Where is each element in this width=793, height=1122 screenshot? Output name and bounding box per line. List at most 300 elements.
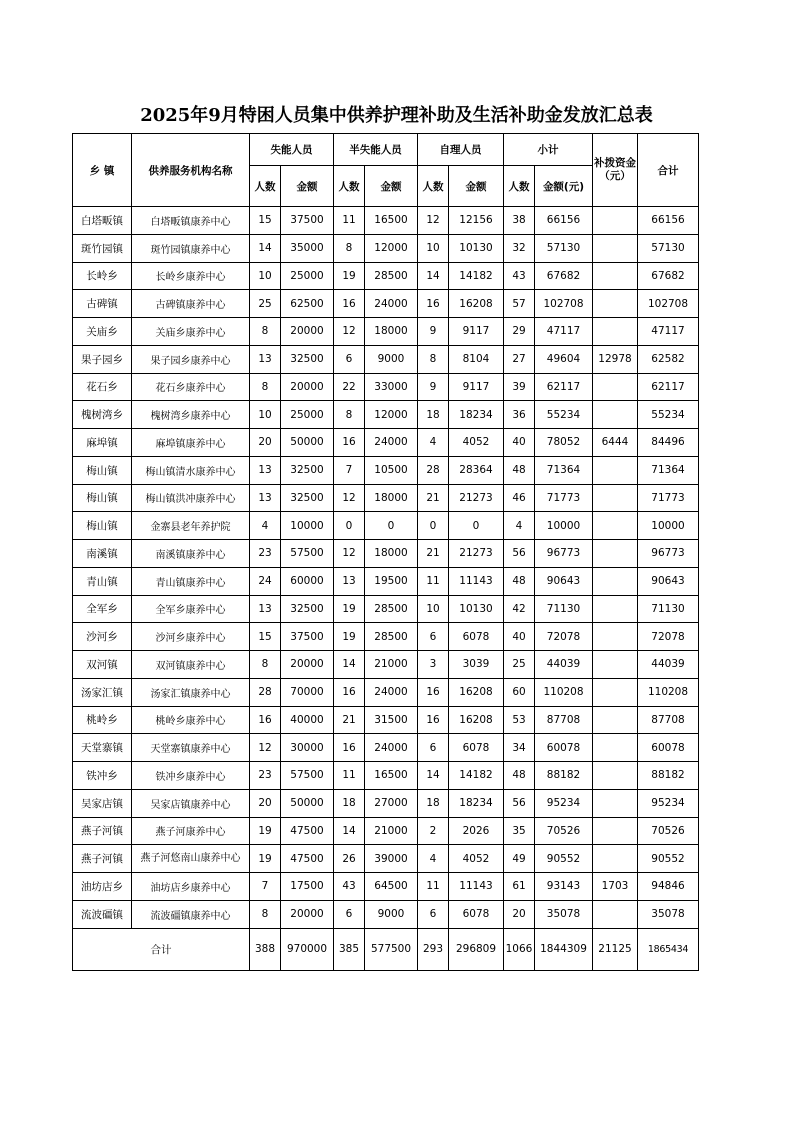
- cell-facility: 全军乡康养中心: [132, 595, 250, 623]
- cell-total: 70526: [638, 817, 699, 845]
- cell-disabled-amount: 32500: [281, 456, 334, 484]
- cell-disabled-amount: 37500: [281, 207, 334, 235]
- cell-subtotal-amount: 71364: [535, 456, 593, 484]
- cell-township: 双河镇: [73, 651, 132, 679]
- cell-disabled-people: 20: [250, 789, 281, 817]
- cell-subsidy-funds: [593, 623, 638, 651]
- cell-total: 57130: [638, 234, 699, 262]
- cell-disabled-people: 10: [250, 262, 281, 290]
- cell-self-people: 18: [418, 401, 449, 429]
- cell-disabled-people: 20: [250, 429, 281, 457]
- cell-subsidy-funds: 6444: [593, 429, 638, 457]
- cell-self-amount: 14182: [449, 262, 504, 290]
- cell-total: 88182: [638, 762, 699, 790]
- cell-self-amount: 0: [449, 512, 504, 540]
- cell-disabled-amount: 70000: [281, 678, 334, 706]
- cell-subtotal-amount: 95234: [535, 789, 593, 817]
- subsidy-summary-table: [72, 133, 699, 971]
- cell-self-amount: 21273: [449, 540, 504, 568]
- cell-facility: 铁冲乡康养中心: [132, 762, 250, 790]
- cell-subtotal-people: 48: [504, 762, 535, 790]
- cell-self-people: 10: [418, 234, 449, 262]
- cell-township: 南溪镇: [73, 540, 132, 568]
- totals-semi-amount: 577500: [365, 928, 418, 970]
- table-row: [73, 845, 699, 873]
- cell-self-amount: 12156: [449, 207, 504, 235]
- cell-township: 斑竹园镇: [73, 234, 132, 262]
- header-self-amount: 金额: [449, 166, 504, 207]
- header-total: 合计: [638, 134, 699, 207]
- cell-subtotal-amount: 62117: [535, 373, 593, 401]
- cell-self-amount: 3039: [449, 651, 504, 679]
- cell-disabled-amount: 20000: [281, 900, 334, 928]
- cell-subtotal-people: 57: [504, 290, 535, 318]
- cell-facility: 古碑镇康养中心: [132, 290, 250, 318]
- cell-semi-people: 18: [334, 789, 365, 817]
- cell-semi-amount: 21000: [365, 651, 418, 679]
- cell-semi-amount: 0: [365, 512, 418, 540]
- cell-disabled-amount: 32500: [281, 345, 334, 373]
- cell-semi-people: 21: [334, 706, 365, 734]
- cell-disabled-people: 13: [250, 595, 281, 623]
- cell-semi-people: 12: [334, 484, 365, 512]
- cell-total: 60078: [638, 734, 699, 762]
- cell-subsidy-funds: [593, 456, 638, 484]
- cell-subtotal-people: 35: [504, 817, 535, 845]
- cell-self-amount: 4052: [449, 429, 504, 457]
- table-row: [73, 512, 699, 540]
- cell-disabled-amount: 20000: [281, 651, 334, 679]
- cell-self-amount: 10130: [449, 234, 504, 262]
- cell-subtotal-people: 61: [504, 873, 535, 901]
- cell-semi-people: 13: [334, 567, 365, 595]
- header-subsidy-funds: 补拨资金（元）: [593, 134, 638, 207]
- cell-facility: 金寨县老年养护院: [132, 512, 250, 540]
- table-row: [73, 678, 699, 706]
- cell-subtotal-people: 27: [504, 345, 535, 373]
- header-disabled-people: 人数: [250, 166, 281, 207]
- header-facility: 供养服务机构名称: [132, 134, 250, 207]
- cell-subtotal-people: 20: [504, 900, 535, 928]
- cell-disabled-people: 25: [250, 290, 281, 318]
- cell-facility: 天堂寨镇康养中心: [132, 734, 250, 762]
- cell-subsidy-funds: [593, 762, 638, 790]
- cell-facility: 吴家店镇康养中心: [132, 789, 250, 817]
- cell-semi-people: 16: [334, 678, 365, 706]
- cell-subsidy-funds: 12978: [593, 345, 638, 373]
- cell-total: 94846: [638, 873, 699, 901]
- table-row: [73, 429, 699, 457]
- header-disabled: 失能人员: [250, 134, 334, 166]
- cell-self-people: 16: [418, 678, 449, 706]
- cell-self-people: 14: [418, 262, 449, 290]
- cell-subtotal-people: 48: [504, 456, 535, 484]
- cell-self-people: 6: [418, 734, 449, 762]
- cell-subtotal-amount: 47117: [535, 318, 593, 346]
- cell-self-people: 9: [418, 373, 449, 401]
- cell-disabled-amount: 50000: [281, 789, 334, 817]
- table-row: [73, 540, 699, 568]
- cell-self-people: 10: [418, 595, 449, 623]
- header-subtotal: 小计: [504, 134, 593, 166]
- table-row: [73, 734, 699, 762]
- totals-grand-total: 1865434: [638, 928, 699, 970]
- cell-township: 铁冲乡: [73, 762, 132, 790]
- cell-self-amount: 4052: [449, 845, 504, 873]
- cell-subtotal-people: 46: [504, 484, 535, 512]
- cell-total: 84496: [638, 429, 699, 457]
- cell-subtotal-people: 42: [504, 595, 535, 623]
- cell-self-people: 12: [418, 207, 449, 235]
- cell-semi-people: 16: [334, 734, 365, 762]
- cell-self-people: 2: [418, 817, 449, 845]
- table-row: [73, 373, 699, 401]
- header-subtotal-people: 人数: [504, 166, 535, 207]
- cell-total: 35078: [638, 900, 699, 928]
- cell-subsidy-funds: [593, 567, 638, 595]
- cell-self-amount: 8104: [449, 345, 504, 373]
- cell-self-amount: 28364: [449, 456, 504, 484]
- cell-subsidy-funds: [593, 234, 638, 262]
- cell-facility: 燕子河悠南山康养中心: [132, 845, 250, 873]
- cell-disabled-people: 13: [250, 484, 281, 512]
- cell-total: 71130: [638, 595, 699, 623]
- cell-semi-amount: 18000: [365, 484, 418, 512]
- cell-disabled-amount: 32500: [281, 484, 334, 512]
- table-row: [73, 873, 699, 901]
- cell-self-people: 16: [418, 290, 449, 318]
- cell-facility: 流波礓镇康养中心: [132, 900, 250, 928]
- cell-township: 长岭乡: [73, 262, 132, 290]
- page-title: 2025年9月特困人员集中供养护理补助及生活补助金发放汇总表: [140, 105, 653, 126]
- table-row: [73, 706, 699, 734]
- cell-total: 62582: [638, 345, 699, 373]
- cell-township: 梅山镇: [73, 456, 132, 484]
- cell-self-people: 9: [418, 318, 449, 346]
- cell-township: 汤家汇镇: [73, 678, 132, 706]
- cell-township: 梅山镇: [73, 512, 132, 540]
- cell-self-amount: 9117: [449, 373, 504, 401]
- cell-total: 10000: [638, 512, 699, 540]
- cell-facility: 槐树湾乡康养中心: [132, 401, 250, 429]
- cell-total: 71773: [638, 484, 699, 512]
- cell-disabled-amount: 30000: [281, 734, 334, 762]
- cell-disabled-amount: 35000: [281, 234, 334, 262]
- cell-semi-amount: 21000: [365, 817, 418, 845]
- cell-disabled-amount: 57500: [281, 762, 334, 790]
- cell-subsidy-funds: [593, 512, 638, 540]
- cell-subsidy-funds: [593, 540, 638, 568]
- table-row: [73, 234, 699, 262]
- cell-subsidy-funds: [593, 651, 638, 679]
- cell-semi-people: 8: [334, 234, 365, 262]
- cell-semi-amount: 64500: [365, 873, 418, 901]
- cell-semi-amount: 27000: [365, 789, 418, 817]
- cell-subsidy-funds: [593, 484, 638, 512]
- cell-subtotal-amount: 90552: [535, 845, 593, 873]
- header-semi-disabled: 半失能人员: [334, 134, 418, 166]
- cell-disabled-people: 15: [250, 207, 281, 235]
- cell-self-people: 11: [418, 873, 449, 901]
- cell-self-people: 16: [418, 706, 449, 734]
- cell-semi-people: 0: [334, 512, 365, 540]
- cell-self-people: 18: [418, 789, 449, 817]
- header-semi-amount: 金额: [365, 166, 418, 207]
- cell-semi-amount: 39000: [365, 845, 418, 873]
- cell-semi-people: 12: [334, 540, 365, 568]
- cell-semi-people: 11: [334, 762, 365, 790]
- cell-township: 燕子河镇: [73, 817, 132, 845]
- table-row: [73, 900, 699, 928]
- cell-township: 果子园乡: [73, 345, 132, 373]
- cell-disabled-amount: 20000: [281, 318, 334, 346]
- cell-subtotal-amount: 87708: [535, 706, 593, 734]
- table-row: [73, 401, 699, 429]
- cell-self-amount: 16208: [449, 290, 504, 318]
- header-self-people: 人数: [418, 166, 449, 207]
- cell-facility: 麻埠镇康养中心: [132, 429, 250, 457]
- cell-semi-amount: 24000: [365, 429, 418, 457]
- cell-township: 全军乡: [73, 595, 132, 623]
- cell-subtotal-amount: 78052: [535, 429, 593, 457]
- totals-disabled-people: 388: [250, 928, 281, 970]
- cell-facility: 果子园乡康养中心: [132, 345, 250, 373]
- cell-subtotal-amount: 67682: [535, 262, 593, 290]
- cell-subtotal-people: 56: [504, 540, 535, 568]
- cell-semi-amount: 18000: [365, 318, 418, 346]
- table-row: [73, 207, 699, 235]
- cell-self-people: 4: [418, 429, 449, 457]
- cell-self-people: 6: [418, 900, 449, 928]
- cell-semi-people: 6: [334, 900, 365, 928]
- cell-disabled-people: 8: [250, 651, 281, 679]
- cell-semi-amount: 28500: [365, 262, 418, 290]
- table-row: [73, 623, 699, 651]
- cell-total: 66156: [638, 207, 699, 235]
- cell-semi-people: 7: [334, 456, 365, 484]
- cell-semi-people: 8: [334, 401, 365, 429]
- header-row-1: [73, 134, 699, 166]
- totals-subtotal-people: 1066: [504, 928, 535, 970]
- cell-facility: 斑竹园镇康养中心: [132, 234, 250, 262]
- cell-subtotal-amount: 35078: [535, 900, 593, 928]
- cell-semi-amount: 24000: [365, 290, 418, 318]
- cell-township: 白塔畈镇: [73, 207, 132, 235]
- cell-subtotal-amount: 49604: [535, 345, 593, 373]
- table-row: [73, 318, 699, 346]
- cell-total: 90643: [638, 567, 699, 595]
- cell-total: 90552: [638, 845, 699, 873]
- cell-facility: 南溪镇康养中心: [132, 540, 250, 568]
- cell-subtotal-amount: 110208: [535, 678, 593, 706]
- cell-subsidy-funds: [593, 373, 638, 401]
- cell-facility: 白塔畈镇康养中心: [132, 207, 250, 235]
- cell-semi-people: 19: [334, 595, 365, 623]
- header-disabled-amount: 金额: [281, 166, 334, 207]
- totals-label: 合计: [73, 928, 250, 970]
- cell-subsidy-funds: [593, 207, 638, 235]
- cell-subtotal-people: 40: [504, 623, 535, 651]
- cell-subtotal-amount: 60078: [535, 734, 593, 762]
- cell-subtotal-people: 48: [504, 567, 535, 595]
- cell-township: 沙河乡: [73, 623, 132, 651]
- cell-disabled-amount: 25000: [281, 262, 334, 290]
- table-row: [73, 762, 699, 790]
- table-row: [73, 567, 699, 595]
- cell-subtotal-amount: 72078: [535, 623, 593, 651]
- cell-township: 天堂寨镇: [73, 734, 132, 762]
- cell-total: 67682: [638, 262, 699, 290]
- cell-disabled-amount: 20000: [281, 373, 334, 401]
- cell-self-amount: 9117: [449, 318, 504, 346]
- cell-subtotal-amount: 88182: [535, 762, 593, 790]
- cell-subtotal-people: 29: [504, 318, 535, 346]
- cell-semi-people: 14: [334, 817, 365, 845]
- cell-township: 古碑镇: [73, 290, 132, 318]
- cell-total: 55234: [638, 401, 699, 429]
- table-row: [73, 789, 699, 817]
- cell-subsidy-funds: [593, 900, 638, 928]
- cell-facility: 桃岭乡康养中心: [132, 706, 250, 734]
- cell-disabled-people: 14: [250, 234, 281, 262]
- cell-facility: 汤家汇镇康养中心: [132, 678, 250, 706]
- totals-disabled-amount: 970000: [281, 928, 334, 970]
- cell-self-amount: 14182: [449, 762, 504, 790]
- cell-disabled-people: 8: [250, 900, 281, 928]
- cell-subsidy-funds: [593, 706, 638, 734]
- totals-subsidy-funds: 21125: [593, 928, 638, 970]
- cell-semi-amount: 28500: [365, 623, 418, 651]
- cell-subtotal-amount: 93143: [535, 873, 593, 901]
- cell-subtotal-amount: 10000: [535, 512, 593, 540]
- cell-facility: 燕子河康养中心: [132, 817, 250, 845]
- cell-self-people: 28: [418, 456, 449, 484]
- cell-subtotal-people: 25: [504, 651, 535, 679]
- cell-subtotal-amount: 71773: [535, 484, 593, 512]
- cell-subtotal-people: 34: [504, 734, 535, 762]
- cell-total: 72078: [638, 623, 699, 651]
- cell-subtotal-amount: 96773: [535, 540, 593, 568]
- cell-semi-people: 26: [334, 845, 365, 873]
- cell-semi-amount: 19500: [365, 567, 418, 595]
- cell-semi-amount: 16500: [365, 762, 418, 790]
- cell-semi-people: 22: [334, 373, 365, 401]
- cell-subtotal-people: 60: [504, 678, 535, 706]
- cell-semi-amount: 12000: [365, 234, 418, 262]
- cell-disabled-amount: 47500: [281, 817, 334, 845]
- cell-subsidy-funds: [593, 290, 638, 318]
- cell-disabled-people: 19: [250, 817, 281, 845]
- cell-disabled-amount: 60000: [281, 567, 334, 595]
- cell-disabled-amount: 10000: [281, 512, 334, 540]
- cell-subsidy-funds: [593, 734, 638, 762]
- cell-facility: 梅山镇洪冲康养中心: [132, 484, 250, 512]
- cell-total: 96773: [638, 540, 699, 568]
- cell-self-people: 14: [418, 762, 449, 790]
- cell-self-people: 0: [418, 512, 449, 540]
- cell-subtotal-amount: 90643: [535, 567, 593, 595]
- cell-self-amount: 16208: [449, 706, 504, 734]
- cell-total: 95234: [638, 789, 699, 817]
- cell-subtotal-amount: 66156: [535, 207, 593, 235]
- cell-semi-amount: 16500: [365, 207, 418, 235]
- cell-subtotal-people: 53: [504, 706, 535, 734]
- cell-disabled-amount: 37500: [281, 623, 334, 651]
- cell-self-people: 11: [418, 567, 449, 595]
- cell-self-amount: 18234: [449, 789, 504, 817]
- totals-self-amount: 296809: [449, 928, 504, 970]
- cell-subsidy-funds: [593, 318, 638, 346]
- table-row: [73, 651, 699, 679]
- cell-facility: 双河镇康养中心: [132, 651, 250, 679]
- cell-self-amount: 21273: [449, 484, 504, 512]
- cell-semi-people: 12: [334, 318, 365, 346]
- cell-disabled-people: 4: [250, 512, 281, 540]
- cell-semi-amount: 12000: [365, 401, 418, 429]
- cell-self-people: 21: [418, 540, 449, 568]
- table-row: [73, 595, 699, 623]
- cell-township: 流波礓镇: [73, 900, 132, 928]
- cell-self-amount: 2026: [449, 817, 504, 845]
- cell-township: 槐树湾乡: [73, 401, 132, 429]
- table-row: [73, 484, 699, 512]
- cell-self-amount: 6078: [449, 623, 504, 651]
- cell-semi-people: 14: [334, 651, 365, 679]
- cell-semi-amount: 9000: [365, 345, 418, 373]
- header-self-care: 自理人员: [418, 134, 504, 166]
- cell-facility: 长岭乡康养中心: [132, 262, 250, 290]
- cell-disabled-amount: 50000: [281, 429, 334, 457]
- cell-self-amount: 6078: [449, 734, 504, 762]
- cell-subtotal-amount: 102708: [535, 290, 593, 318]
- cell-subtotal-people: 38: [504, 207, 535, 235]
- cell-semi-amount: 10500: [365, 456, 418, 484]
- cell-semi-amount: 24000: [365, 734, 418, 762]
- cell-facility: 梅山镇清水康养中心: [132, 456, 250, 484]
- totals-semi-people: 385: [334, 928, 365, 970]
- cell-township: 桃岭乡: [73, 706, 132, 734]
- cell-semi-people: 19: [334, 623, 365, 651]
- cell-self-amount: 16208: [449, 678, 504, 706]
- cell-semi-people: 16: [334, 290, 365, 318]
- cell-disabled-people: 13: [250, 456, 281, 484]
- cell-disabled-people: 23: [250, 762, 281, 790]
- cell-semi-people: 19: [334, 262, 365, 290]
- cell-self-people: 6: [418, 623, 449, 651]
- cell-self-amount: 11143: [449, 567, 504, 595]
- table-row: [73, 290, 699, 318]
- cell-semi-people: 6: [334, 345, 365, 373]
- cell-disabled-amount: 47500: [281, 845, 334, 873]
- cell-semi-people: 11: [334, 207, 365, 235]
- cell-semi-amount: 33000: [365, 373, 418, 401]
- cell-township: 吴家店镇: [73, 789, 132, 817]
- cell-facility: 油坊店乡康养中心: [132, 873, 250, 901]
- cell-semi-amount: 9000: [365, 900, 418, 928]
- cell-subsidy-funds: [593, 817, 638, 845]
- cell-facility: 关庙乡康养中心: [132, 318, 250, 346]
- cell-disabled-people: 16: [250, 706, 281, 734]
- cell-total: 62117: [638, 373, 699, 401]
- cell-subtotal-people: 39: [504, 373, 535, 401]
- cell-subsidy-funds: [593, 595, 638, 623]
- cell-semi-people: 43: [334, 873, 365, 901]
- cell-disabled-amount: 32500: [281, 595, 334, 623]
- cell-self-amount: 6078: [449, 900, 504, 928]
- table-row: [73, 262, 699, 290]
- cell-self-people: 4: [418, 845, 449, 873]
- cell-disabled-amount: 17500: [281, 873, 334, 901]
